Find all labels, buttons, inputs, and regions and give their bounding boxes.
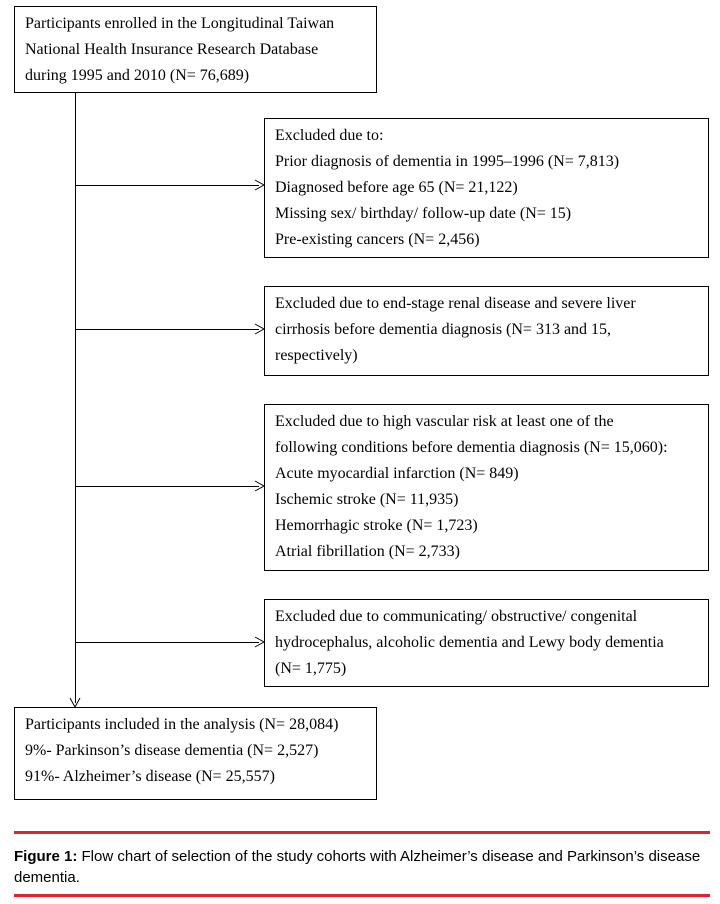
box-line: Acute myocardial infarction (N= 849) (275, 465, 519, 482)
box-enrolled-participants (14, 6, 377, 93)
caption-label: Figure 1: (14, 848, 78, 865)
arrowhead-exclusion-4 (255, 637, 264, 647)
box-line: Excluded due to high vascular risk at least one of the (275, 413, 614, 430)
caption-bottom-rule (14, 894, 710, 897)
box-line: Ischemic stroke (N= 11,935) (275, 491, 459, 508)
caption-text: Flow chart of selection of the study cohorts with Alzheimer’s disease and Parkinson’s disease dementia. (14, 848, 701, 886)
box-line: National Health Insurance Research Database (25, 41, 319, 58)
arrowhead-exclusion-2 (255, 324, 264, 334)
box-exclusion-dementia-age-missing-cancer (264, 118, 709, 258)
box-exclusion-renal-liver (264, 286, 709, 376)
box-line: Pre-existing cancers (N= 2,456) (275, 231, 480, 248)
arrowhead-exclusion-1 (255, 180, 264, 190)
box-line: Diagnosed before age 65 (N= 21,122) (275, 179, 518, 196)
box-line: Missing sex/ birthday/ follow-up date (N= 15) (275, 205, 572, 222)
box-line: 91%- Alzheimer’s disease (N= 25,557) (25, 768, 275, 785)
box-line: Excluded due to: (275, 127, 384, 144)
box-line: Participants included in the analysis (N= 28,084) (25, 716, 339, 733)
box-line: Participants enrolled in the Longitudinal Taiwan (25, 15, 335, 32)
box-line: Excluded due to end-stage renal disease and severe liver (275, 295, 636, 312)
arrowhead-final (70, 698, 80, 707)
box-exclusion-hydrocephalus-dementia (264, 599, 709, 687)
box-line: following conditions before dementia diagnosis (N= 15,060): (275, 439, 668, 456)
box-line: Hemorrhagic stroke (N= 1,723) (275, 517, 478, 534)
box-line: Prior diagnosis of dementia in 1995–1996 (N= 7,813) (275, 153, 620, 170)
box-line: Atrial fibrillation (N= 2,733) (275, 543, 460, 560)
caption-top-rule (14, 831, 710, 834)
box-line: respectively) (275, 347, 358, 364)
box-line: cirrhosis before dementia diagnosis (N= 313 and 15, (275, 321, 612, 338)
box-included-participants (14, 707, 377, 800)
box-line: (N= 1,775) (275, 660, 347, 677)
box-line: during 1995 and 2010 (N= 76,689) (25, 67, 250, 84)
box-line: 9%- Parkinson’s disease dementia (N= 2,527) (25, 742, 319, 759)
box-line: Excluded due to communicating/ obstructive/ congenital (275, 608, 638, 625)
figure-caption (14, 846, 714, 888)
box-line: hydrocephalus, alcoholic dementia and Lewy body dementia (275, 634, 664, 651)
box-exclusion-vascular-risk (264, 404, 709, 571)
arrowhead-exclusion-3 (255, 481, 264, 491)
